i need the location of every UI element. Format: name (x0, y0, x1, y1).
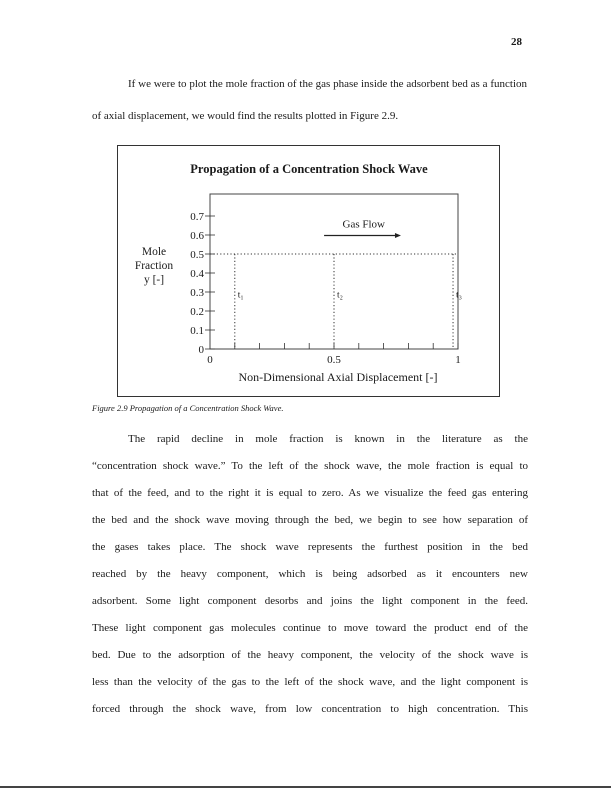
page-number: 28 (511, 36, 522, 48)
y-axis-label: y [-] (143, 274, 165, 286)
gas-flow-arrow-head (395, 233, 401, 238)
y-tick-label: 0.6 (190, 230, 204, 242)
body-line: adsorbent. Some light component desorbs and joins the light component in the feed. (92, 595, 528, 607)
intro-text: If we were to plot the mole fraction of the gas phase inside the adsorbent bed as a function of axial displacement, we would find the results plotted in Figure 2.9. (92, 78, 527, 122)
body-line: “concentration shock wave.” To the left of the shock wave, the mole fraction is equal to (92, 460, 528, 472)
shock-label-t1: t₁ (237, 290, 244, 301)
y-axis-label: Mole (141, 246, 167, 258)
intro-paragraph (92, 68, 527, 132)
body-line: forced through the shock wave, from low concentration to high concentration. This (92, 703, 528, 715)
body-paragraph (92, 426, 528, 723)
shock-label-t3: t₃ (456, 290, 462, 301)
y-tick-label: 0.1 (190, 325, 204, 337)
x-axis-label: Non-Dimensional Axial Displacement [-] (238, 370, 438, 384)
body-line: reached by the heavy component, which is being adsorbed as it encounters new (92, 568, 528, 580)
y-tick-label: 0.2 (190, 306, 204, 318)
x-tick-label: 1 (455, 354, 461, 366)
shock-label-t2: t₂ (337, 290, 343, 301)
body-line: the gases takes place. The shock wave represents the furthest position in the bed (92, 541, 528, 553)
x-tick-label: 0 (207, 354, 213, 366)
y-tick-label: 0.7 (190, 211, 204, 223)
body-line: bed. Due to the adsorption of the heavy component, the velocity of the shock wave is (92, 649, 528, 661)
x-tick-label: 0.5 (327, 354, 341, 366)
body-line: that of the feed, and to the right it is equal to zero. As we visualize the feed gas entering (92, 487, 528, 499)
y-tick-label: 0.3 (190, 287, 204, 299)
y-tick-label: 0 (198, 344, 204, 356)
figure-frame (117, 145, 500, 397)
y-axis-label: Fraction (134, 260, 174, 272)
body-line: less than the velocity of the gas to the left of the shock wave, and the light component is (92, 676, 528, 688)
body-line: the bed and the shock wave moving through the bed, we begin to see how separation of (92, 514, 528, 526)
y-tick-label: 0.4 (190, 268, 204, 280)
body-line: These light component gas molecules continue to move toward the product end of the (92, 622, 528, 634)
concentration-shock-chart (118, 146, 501, 398)
y-tick-label: 0.5 (190, 249, 204, 261)
chart-title: Propagation of a Concentration Shock Wave (190, 162, 428, 176)
body-line: The rapid decline in mole fraction is known in the literature as the (128, 433, 528, 445)
gas-flow-label: Gas Flow (342, 218, 386, 231)
page-bottom-rule (0, 786, 611, 788)
figure-caption: Figure 2.9 Propagation of a Concentration Shock Wave. (92, 403, 284, 413)
